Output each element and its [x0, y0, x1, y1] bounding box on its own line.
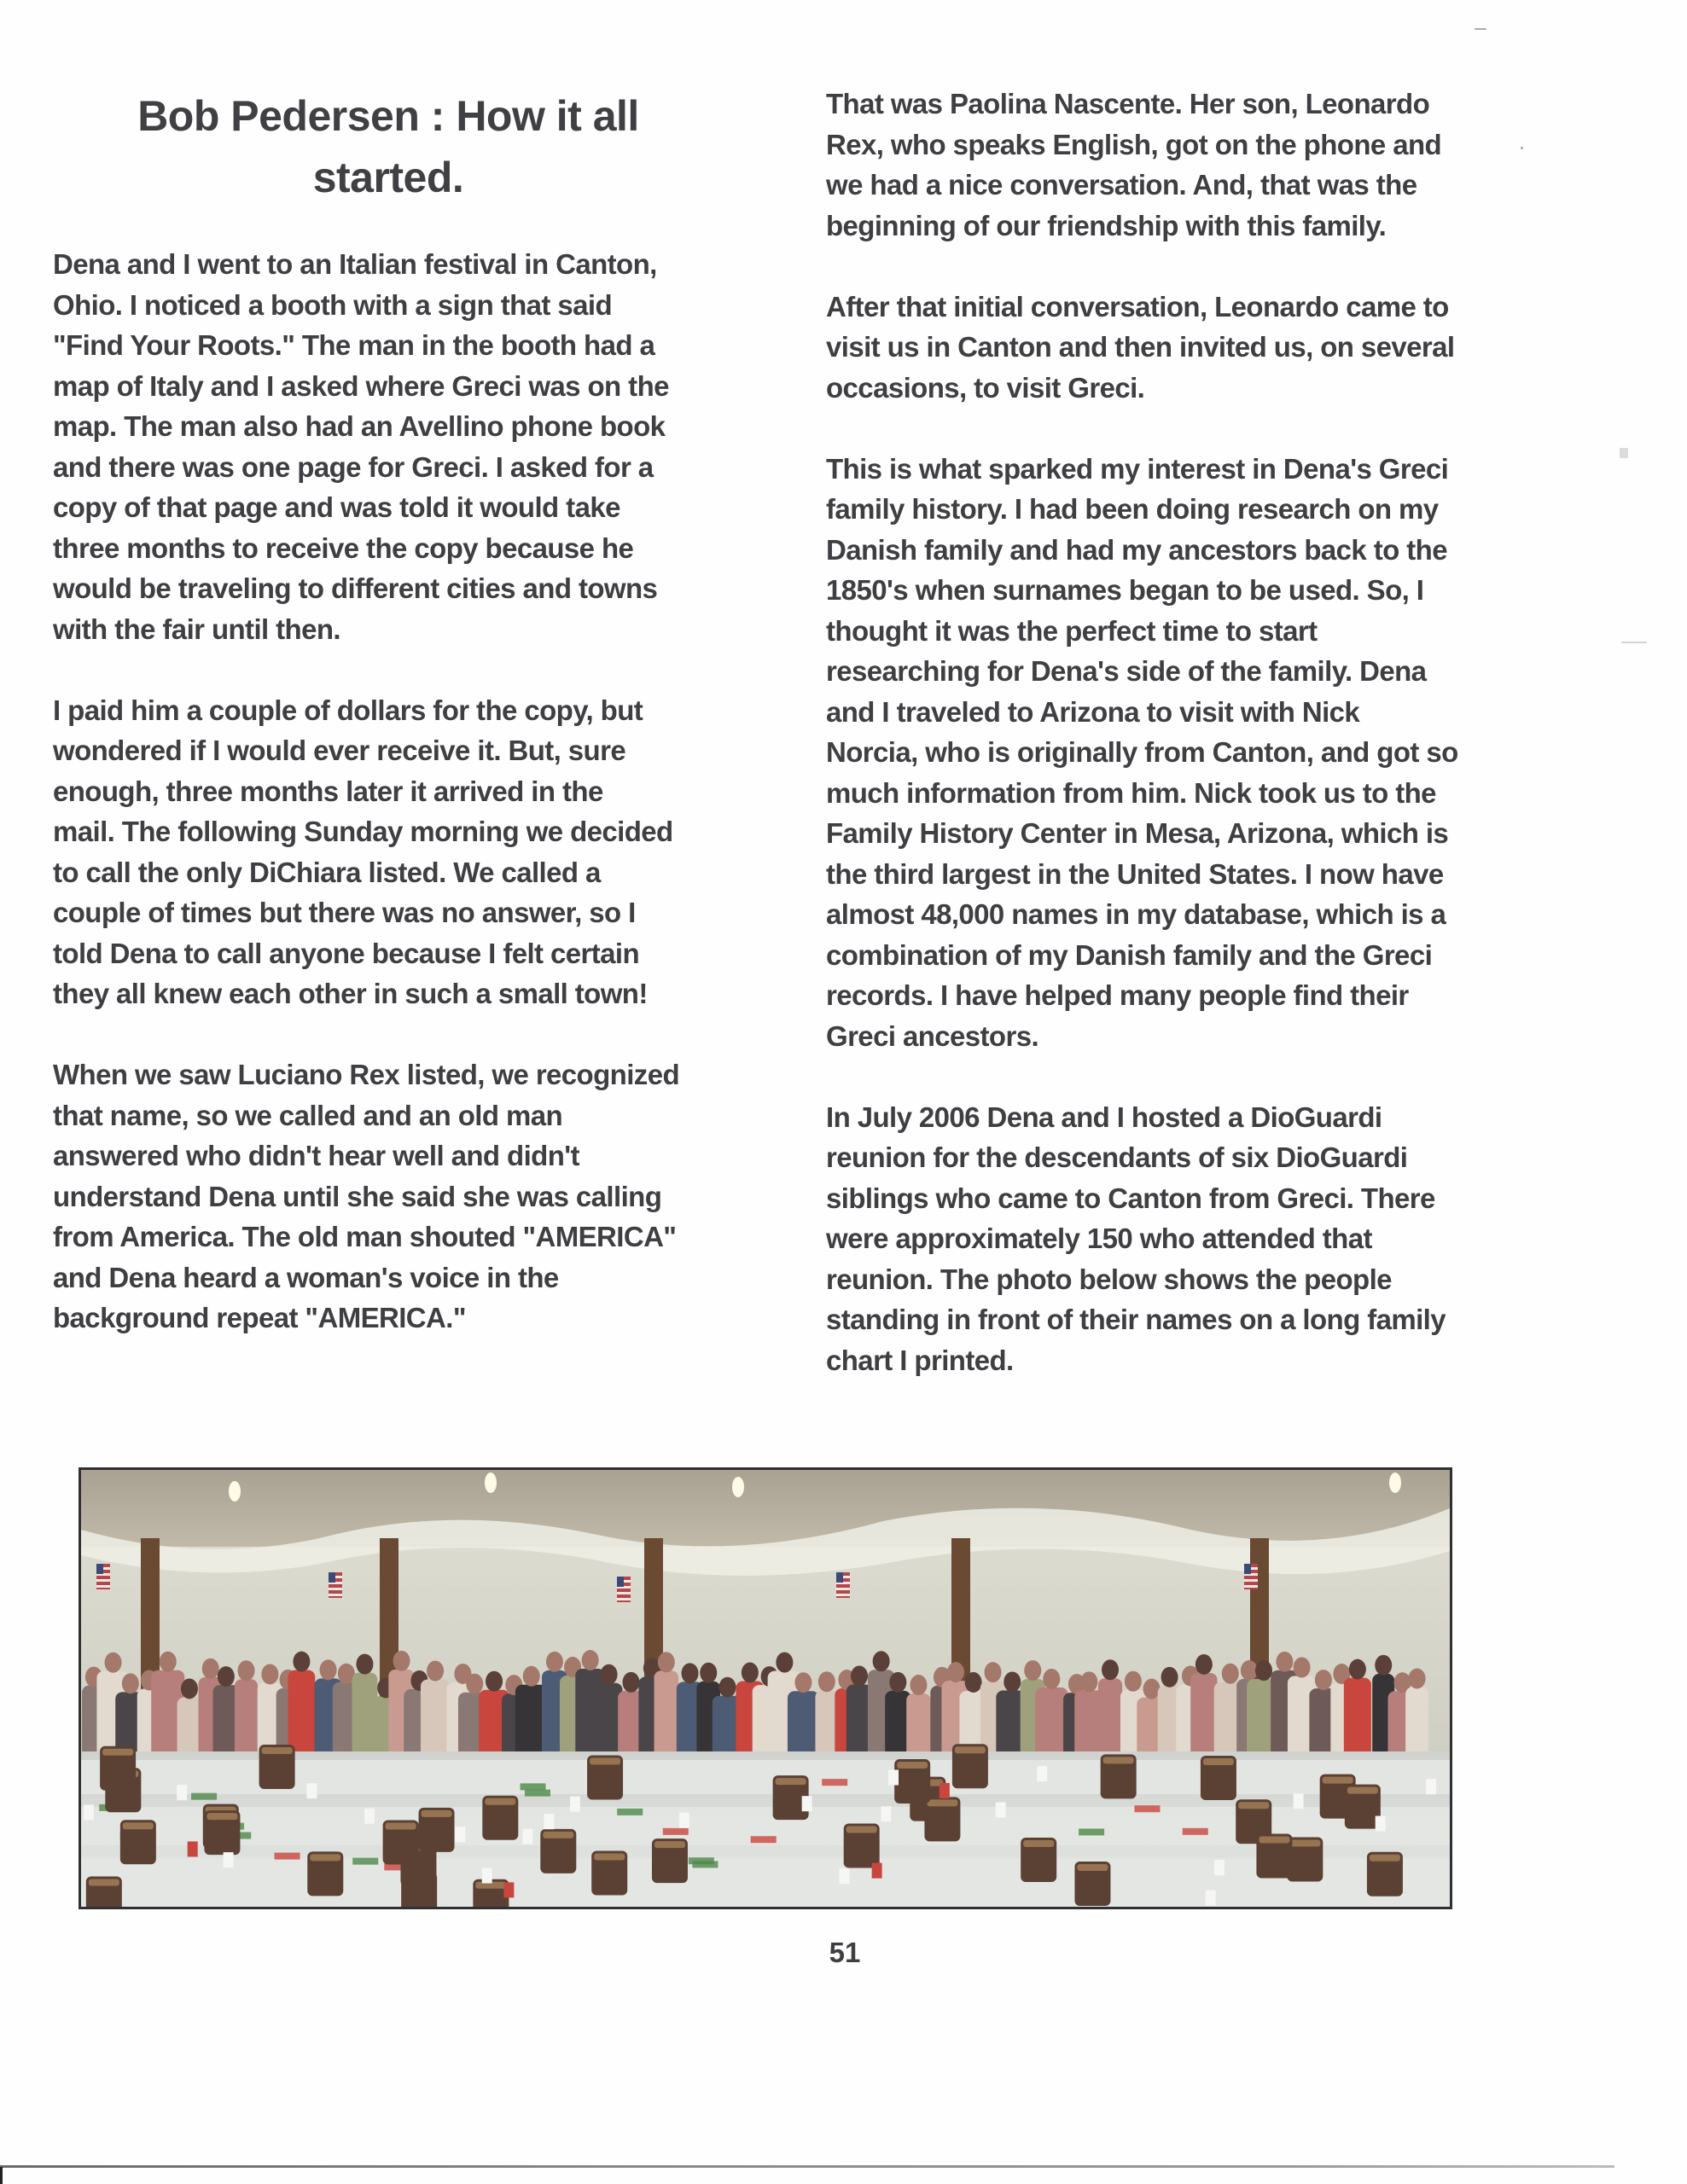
cup [888, 1769, 899, 1785]
cup [570, 1797, 580, 1812]
chair [307, 1851, 343, 1896]
scan-edge-line [0, 2165, 1614, 2168]
cup [881, 1806, 891, 1821]
cup [503, 1882, 514, 1897]
scan-speck [1620, 448, 1628, 458]
table-decoration [1183, 1828, 1208, 1835]
table-decoration [521, 1783, 546, 1790]
table-decoration [275, 1853, 300, 1860]
table-decoration [525, 1790, 550, 1797]
chair [952, 1744, 988, 1788]
chair [844, 1823, 880, 1867]
right-column [826, 84, 1509, 1421]
cup [455, 1827, 465, 1842]
cup [177, 1785, 187, 1800]
cup [1426, 1779, 1436, 1794]
cup [84, 1804, 94, 1820]
paragraph-luciano-rex: When we saw Luciano Rex listed, we recognized that name, so we called and an old man answered who didn't hear well and didn't understand Dena until she said she was calling from America. The old man shouted "AMERICA" and Dena heard a woman's voice in the background repeat "AMERICA." [53, 1059, 680, 1333]
chair [482, 1796, 518, 1840]
chair [591, 1851, 627, 1896]
table-decoration [689, 1857, 714, 1864]
light-bulb-icon [229, 1481, 241, 1502]
chair [100, 1746, 136, 1791]
chair [259, 1745, 295, 1789]
table-decoration [617, 1809, 643, 1815]
cup [224, 1852, 234, 1867]
light-bulb-icon [1389, 1472, 1401, 1493]
flag-icon [329, 1572, 342, 1598]
chair [1101, 1754, 1137, 1798]
chair [924, 1797, 960, 1841]
table-decoration [663, 1828, 689, 1835]
cup [872, 1863, 882, 1879]
chair [419, 1808, 455, 1852]
table-decoration [1134, 1805, 1160, 1812]
paragraph-phone-call: I paid him a couple of dollars for the copy, but wondered if I would ever receive it. But, sure enough, three months later it arrived in the mail. The following Sunday morning we decided to call the only DiChiara listed. We called a couple of times but there was no answer, so I told Dena to call anyone because I felt certain they all knew each other in such a small town! [53, 694, 673, 1009]
flag-icon [836, 1572, 850, 1598]
chair [1256, 1834, 1292, 1879]
chair [120, 1820, 156, 1864]
chair [1021, 1838, 1056, 1882]
chair [587, 1755, 623, 1799]
left-column [53, 244, 727, 1379]
light-bulb-icon [485, 1472, 497, 1493]
chair [1074, 1862, 1110, 1906]
scan-speck [1475, 28, 1486, 30]
chair [1201, 1756, 1236, 1800]
chair [473, 1879, 509, 1907]
cup [364, 1809, 375, 1824]
page-title: Bob Pedersen : How it all started. [137, 92, 639, 201]
scan-edge-corner [0, 2167, 3, 2184]
cup [679, 1813, 689, 1828]
cup [840, 1868, 850, 1884]
cup [1376, 1816, 1386, 1832]
scan-speck [1621, 642, 1647, 643]
page-number: 51 [829, 1937, 861, 1968]
paragraph-research: This is what sparked my interest in Dena's Greci family history. I had been doing research on my Danish family and had my ancestors back to the 1850's when surnames began to be used. So, I thought it was the perfect time to start researching for Dena's side of the family. Dena and I traveled to Arizona to visit with Nick Norcia, who is originally from Canton, and got so much information from him. Nick took us to the Family History Center in Mesa, Arizona, which is the third largest in the United States. I now have almost 48,000 names in my database, which is a combination of my Danish family and the Greci records. I have helped many people find their Greci ancestors. [826, 452, 1458, 1052]
banquet-table [81, 1858, 1450, 1907]
cup [188, 1841, 198, 1856]
paragraph-festival: Dena and I went to an Italian festival in Canton, Ohio. I noticed a booth with a sign that said "Find Your Roots." The man in the booth had a map of Italy and I asked where Greci was on the map. The man also had an Avellino phone book and there was one page for Greci. I asked for a copy of that page and was told it would take three months to receive the copy because he would be traveling to different cities and towns with the fair until then. [53, 248, 669, 645]
cup [1037, 1766, 1047, 1781]
cup [802, 1796, 812, 1811]
cup [996, 1802, 1006, 1817]
paragraph-paolina: That was Paolina Nascente. Her son, Leonardo Rex, who speaks English, got on the phone and we had a nice conversation. And, that was the beginning of our friendship with this family. [826, 88, 1442, 241]
chair [1287, 1838, 1323, 1882]
light-bulb-icon [732, 1477, 744, 1497]
table-decoration [751, 1836, 777, 1843]
flag-icon [1244, 1564, 1258, 1589]
cup [1206, 1891, 1216, 1906]
table-decoration [822, 1779, 847, 1786]
chair [1345, 1785, 1381, 1829]
cup [306, 1783, 317, 1798]
chair [894, 1759, 930, 1804]
paragraph-reunion: In July 2006 Dena and I hosted a DioGuardi reunion for the descendants of six DioGuardi siblings who came to Canton from Greci. There were approximately 150 who attended that reunion. The photo below shows the people standing in front of their names on a long family chart I printed. [826, 1101, 1446, 1376]
cup [522, 1829, 532, 1844]
cup [544, 1814, 554, 1829]
chair [204, 1810, 240, 1855]
table-decoration [1079, 1828, 1104, 1835]
cup [1214, 1860, 1225, 1875]
cup [482, 1867, 492, 1883]
chair [383, 1820, 419, 1864]
table-decoration [191, 1793, 217, 1800]
table-decoration [352, 1858, 378, 1865]
paragraph-leonardo-visit: After that initial conversation, Leonardo came to visit us in Canton and then invited us, on several occasions, to visit Greci. [826, 290, 1455, 404]
scan-speck [1521, 147, 1523, 149]
flag-icon [617, 1577, 631, 1602]
reunion-photo-illustration [81, 1470, 1450, 1907]
reunion-photo [79, 1467, 1452, 1909]
cup [1294, 1793, 1304, 1809]
flag-icon [96, 1564, 110, 1589]
chair [540, 1829, 576, 1873]
chair [86, 1877, 122, 1907]
chair [652, 1838, 688, 1883]
cup [939, 1783, 950, 1798]
chair [1367, 1852, 1403, 1896]
